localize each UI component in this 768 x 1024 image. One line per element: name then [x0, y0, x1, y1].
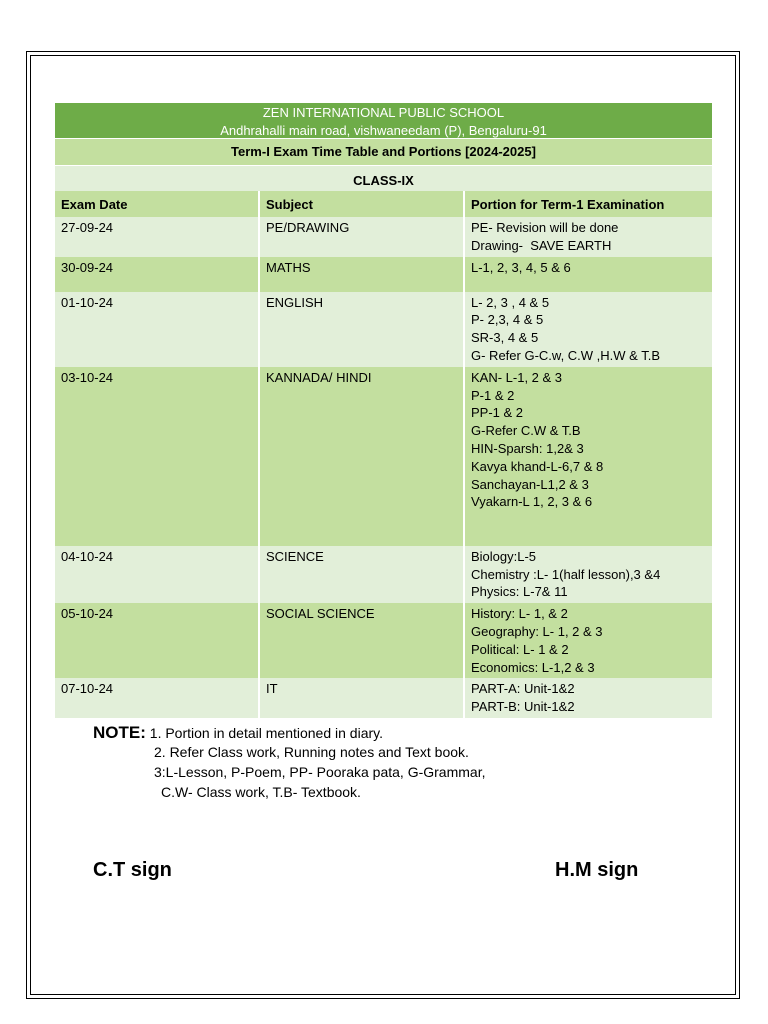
note-line-2: 2. Refer Class work, Running notes and Text book.	[154, 744, 469, 760]
portion-line: Vyakarn-L 1, 2, 3 & 6	[471, 494, 593, 510]
column-header-portion: Portion for Term-1 Examination	[464, 191, 712, 217]
school-name: ZEN INTERNATIONAL PUBLIC SCHOOL	[262, 105, 505, 120]
portion-line: P- 2,3, 4 & 5	[471, 312, 544, 328]
column-header-subject: Subject	[259, 191, 464, 217]
school-header	[55, 103, 712, 138]
exam-date-cell: 04-10-24	[61, 548, 114, 564]
portion-line: L- 2, 3 , 4 & 5	[471, 294, 550, 310]
headmaster-signature-label: H.M sign	[555, 859, 639, 881]
portion-line: Chemistry :L- 1(half lesson),3 &4	[471, 566, 661, 582]
portion-cell	[464, 367, 712, 546]
subject-cell: SOCIAL SCIENCE	[259, 603, 464, 678]
table-row	[55, 678, 712, 718]
exam-date-cell: 27-09-24	[61, 220, 114, 235]
portion-line: History: L- 1, & 2	[471, 606, 568, 622]
portion-cell	[464, 292, 712, 367]
column-header-date: Exam Date	[61, 197, 128, 212]
subject-cell: IT	[259, 678, 464, 718]
subject-cell: SCIENCE	[259, 546, 464, 603]
portion-line: HIN-Sparsh: 1,2& 3	[471, 440, 584, 456]
exam-date-cell: 07-10-24	[61, 681, 114, 697]
exam-date-cell: 01-10-24	[61, 294, 114, 310]
portion-cell	[464, 546, 712, 603]
note-line-1: 1. Portion in detail mentioned in diary.	[149, 725, 383, 741]
note-line-4: C.W- Class work, T.B- Textbook.	[161, 784, 361, 800]
class-teacher-signature-label: C.T sign	[93, 859, 172, 881]
table-row	[55, 257, 712, 292]
portion-line: PART-A: Unit-1&2	[471, 681, 575, 697]
note-label: NOTE:	[93, 723, 146, 742]
table-row	[55, 217, 712, 257]
class-label: CLASS-IX	[55, 165, 712, 191]
portion-cell	[464, 217, 712, 257]
portion-line: PART-B: Unit-1&2	[471, 699, 575, 715]
portion-line: Kavya khand-L-6,7 & 8	[471, 458, 604, 474]
exam-date-cell: 05-10-24	[61, 606, 114, 622]
exam-date-cell: 03-10-24	[61, 369, 114, 385]
portion-line: L-1, 2, 3, 4, 5 & 6	[471, 259, 571, 275]
table-header-row	[55, 191, 712, 217]
timetable-title: Term-I Exam Time Table and Portions [2024-2025]	[55, 138, 712, 165]
portion-line: Sanchayan-L1,2 & 3	[471, 476, 589, 492]
subject-cell: MATHS	[259, 257, 464, 292]
portion-line: G- Refer G-C.w, C.W ,H.W & T.B	[471, 347, 660, 363]
portion-line: PE- Revision will be done	[471, 220, 619, 235]
portion-line: Economics: L-1,2 & 3	[471, 659, 595, 675]
portion-line: Biology:L-5	[471, 548, 537, 564]
exam-table	[55, 191, 712, 718]
table-row	[55, 603, 712, 678]
subject-cell: KANNADA/ HINDI	[259, 367, 464, 546]
school-address: Andhrahalli main road, vishwaneedam (P), Bengaluru-91	[220, 123, 547, 138]
table-row	[55, 367, 712, 546]
table-row	[55, 546, 712, 603]
table-row	[55, 292, 712, 367]
portion-line: KAN- L-1, 2 & 3	[471, 369, 563, 385]
note-section	[93, 723, 383, 743]
portion-line: Political: L- 1 & 2	[471, 641, 569, 657]
exam-date-cell: 30-09-24	[61, 259, 114, 275]
portion-cell	[464, 603, 712, 678]
timetable-sheet	[55, 103, 712, 718]
portion-cell	[464, 257, 712, 292]
portion-line: SR-3, 4 & 5	[471, 330, 539, 346]
subject-cell: ENGLISH	[259, 292, 464, 367]
portion-line: PP-1 & 2	[471, 405, 524, 421]
portion-line: Geography: L- 1, 2 & 3	[471, 623, 603, 639]
subject-cell: PE/DRAWING	[259, 217, 464, 257]
portion-line: P-1 & 2	[471, 387, 515, 403]
portion-line: G-Refer C.W & T.B	[471, 423, 581, 439]
note-line-3: 3:L-Lesson, P-Poem, PP- Pooraka pata, G-Grammar,	[154, 764, 486, 780]
portion-line: Drawing- SAVE EARTH	[471, 237, 612, 253]
portion-line: Physics: L-7& 11	[471, 584, 568, 600]
portion-cell	[464, 678, 712, 718]
